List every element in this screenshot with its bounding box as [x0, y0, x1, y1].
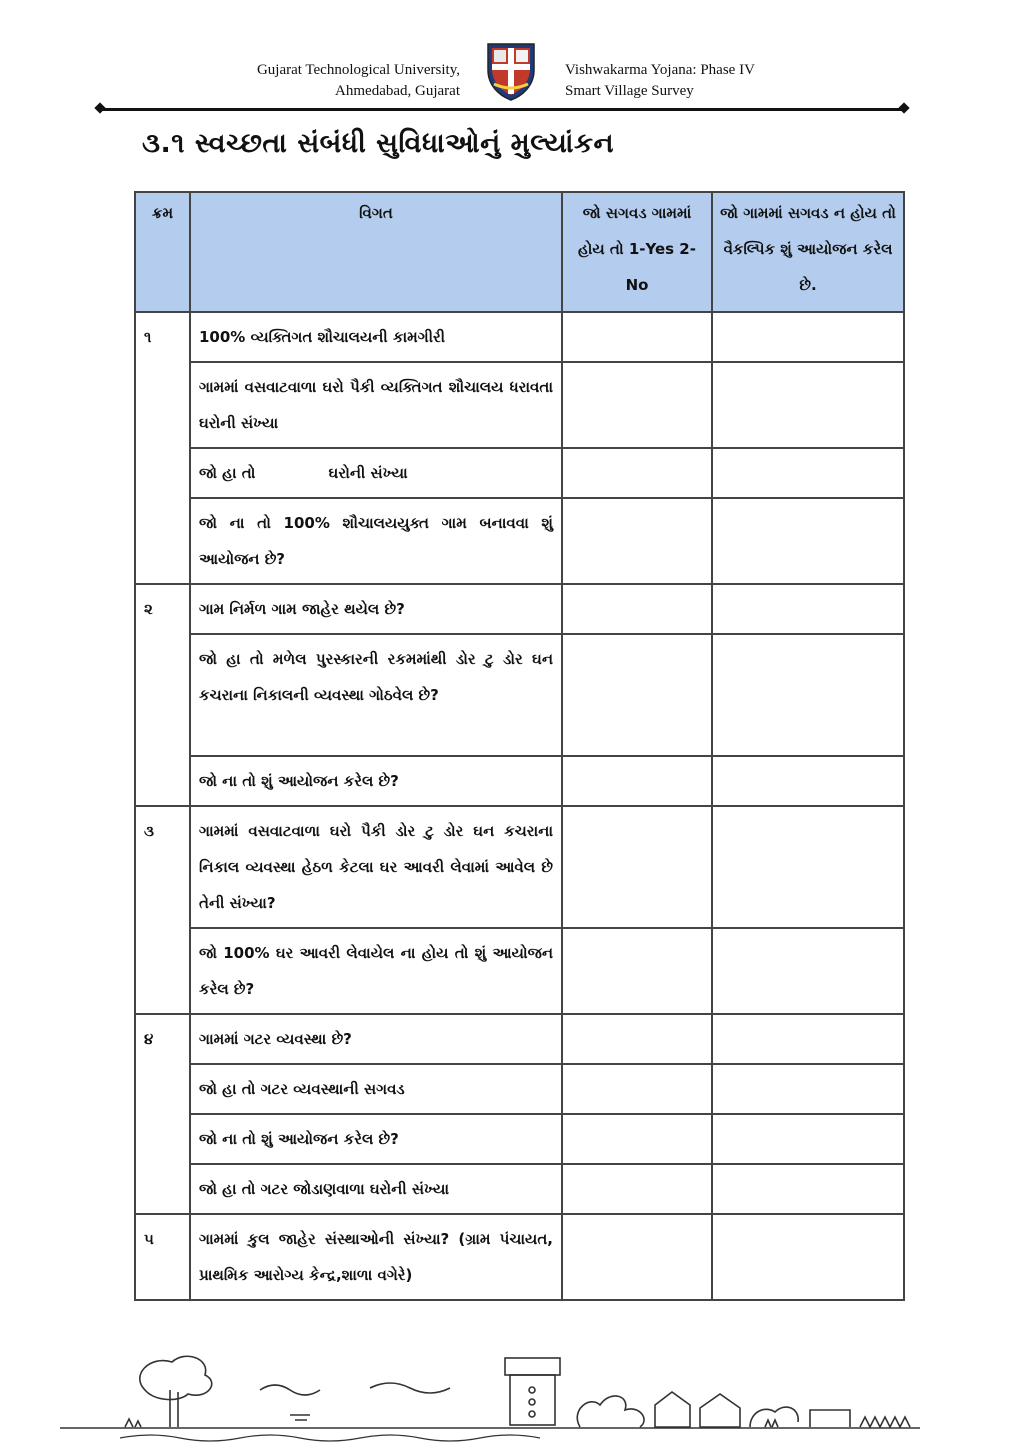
header-project	[565, 60, 885, 102]
detail-cell: ગામમાં વસવાટવાળા ઘરો પૈકી ડોર ટુ ડોર ઘન કચરાના નિકાલ વ્યવસ્થા હેઠળ કેટલા ઘર આવરી લેવામાં આવેલ છે તેની સંખ્યા?	[190, 806, 562, 928]
detail-cell: જો હા તો ઘરોની સંખ્યા	[190, 448, 562, 498]
table-row	[135, 634, 904, 756]
answer-cell[interactable]	[562, 1014, 712, 1064]
detail-cell: જો હા તો ગટર જોડાણવાળા ઘરોની સંખ્યા	[190, 1164, 562, 1214]
detail-cell: ગામમાં ગટર વ્યવસ્થા છે?	[190, 1014, 562, 1064]
plan-cell[interactable]	[712, 928, 904, 1014]
answer-cell[interactable]	[562, 1214, 712, 1300]
detail-cell: જો ના તો શું આયોજન કરેલ છે?	[190, 1114, 562, 1164]
serial-number: ૨	[135, 584, 190, 806]
table-row	[135, 584, 904, 634]
answer-cell[interactable]	[562, 806, 712, 928]
plan-cell[interactable]	[712, 362, 904, 448]
answer-cell[interactable]	[562, 498, 712, 584]
answer-cell[interactable]	[562, 312, 712, 362]
detail-cell: જો 100% ઘર આવરી લેવાયેલ ના હોય તો શું આયોજન કરેલ છે?	[190, 928, 562, 1014]
table-row	[135, 1114, 904, 1164]
plan-cell[interactable]	[712, 1014, 904, 1064]
answer-cell[interactable]	[562, 1064, 712, 1114]
table-row	[135, 1014, 904, 1064]
detail-cell: ગામમાં કુલ જાહેર સંસ્થાઓની સંખ્યા? (ગ્રામ પંચાયત, પ્રાથમિક આરોગ્ય કેન્દ્ર,શાળા વગેરે)	[190, 1214, 562, 1300]
divider-right-diamond-icon	[898, 102, 909, 113]
answer-cell[interactable]	[562, 448, 712, 498]
column-header-sr: ક્રમ	[135, 192, 190, 312]
table-row	[135, 1214, 904, 1300]
divider-left-diamond-icon	[94, 102, 105, 113]
plan-cell[interactable]	[712, 634, 904, 756]
answer-cell[interactable]	[562, 756, 712, 806]
table-row	[135, 448, 904, 498]
detail-cell: જો હા તો ગટર વ્યવસ્થાની સગવડ	[190, 1064, 562, 1114]
serial-number: ૫	[135, 1214, 190, 1300]
detail-cell: 100% વ્યક્તિગત શૌચાલયની કામગીરી	[190, 312, 562, 362]
header-divider	[100, 108, 906, 111]
section-title: ૩.૧ સ્વચ્છતા સંબંધી સુવિધાઓનું મુલ્યાંકન	[142, 128, 615, 159]
detail-cell: ગામમાં વસવાટવાળા ઘરો પૈકી વ્યક્તિગત શૌચાલય ધરાવતા ઘરોની સંખ્યા	[190, 362, 562, 448]
university-crest-icon	[484, 40, 538, 102]
header-university-city: Ahmedabad, Gujarat	[335, 83, 460, 99]
detail-cell: ગામ નિર્મળ ગામ જાહેર થયેલ છે?	[190, 584, 562, 634]
plan-cell[interactable]	[712, 498, 904, 584]
answer-cell[interactable]	[562, 1114, 712, 1164]
detail-cell: જો ના તો શું આયોજન કરેલ છે?	[190, 756, 562, 806]
answer-cell[interactable]	[562, 362, 712, 448]
detail-cell: જો ના તો 100% શૌચાલયયુક્ત ગામ બનાવવા શું આયોજન છે?	[190, 498, 562, 584]
table-row	[135, 806, 904, 928]
serial-number: ૪	[135, 1014, 190, 1214]
table-row	[135, 1064, 904, 1114]
header-project-name: Vishwakarma Yojana: Phase IV	[565, 62, 755, 78]
column-header-alternative: જો ગામમાં સગવડ ન હોય તો વૈકલ્પિક શું આયોજન કરેલ છે.	[712, 192, 904, 312]
plan-cell[interactable]	[712, 312, 904, 362]
detail-cell: જો હા તો મળેલ પુરસ્કારની રકમમાંથી ડોર ટુ ડોર ઘન કચરાના નિકાલની વ્યવસ્થા ગોઠવેલ છે?	[190, 634, 562, 756]
table-header-row	[135, 192, 904, 312]
plan-cell[interactable]	[712, 1064, 904, 1114]
plan-cell[interactable]	[712, 1214, 904, 1300]
answer-cell[interactable]	[562, 634, 712, 756]
header-survey-name: Smart Village Survey	[565, 83, 694, 99]
column-header-available: જો સગવડ ગામમાં હોય તો 1-Yes 2-No	[562, 192, 712, 312]
serial-number: ૩	[135, 806, 190, 1014]
plan-cell[interactable]	[712, 584, 904, 634]
plan-cell[interactable]	[712, 756, 904, 806]
header-university	[150, 60, 460, 102]
column-header-detail: વિગત	[190, 192, 562, 312]
table-row	[135, 756, 904, 806]
table-row	[135, 928, 904, 1014]
serial-number: ૧	[135, 312, 190, 584]
answer-cell[interactable]	[562, 928, 712, 1014]
answer-cell[interactable]	[562, 1164, 712, 1214]
answer-cell[interactable]	[562, 584, 712, 634]
table-row	[135, 362, 904, 448]
table-row	[135, 498, 904, 584]
plan-cell[interactable]	[712, 1164, 904, 1214]
plan-cell[interactable]	[712, 806, 904, 928]
table-row	[135, 312, 904, 362]
village-landscape-icon	[60, 1350, 930, 1445]
table-row	[135, 1164, 904, 1214]
plan-cell[interactable]	[712, 1114, 904, 1164]
header-university-name: Gujarat Technological University,	[256, 62, 460, 78]
sanitation-table	[134, 191, 905, 1301]
plan-cell[interactable]	[712, 448, 904, 498]
